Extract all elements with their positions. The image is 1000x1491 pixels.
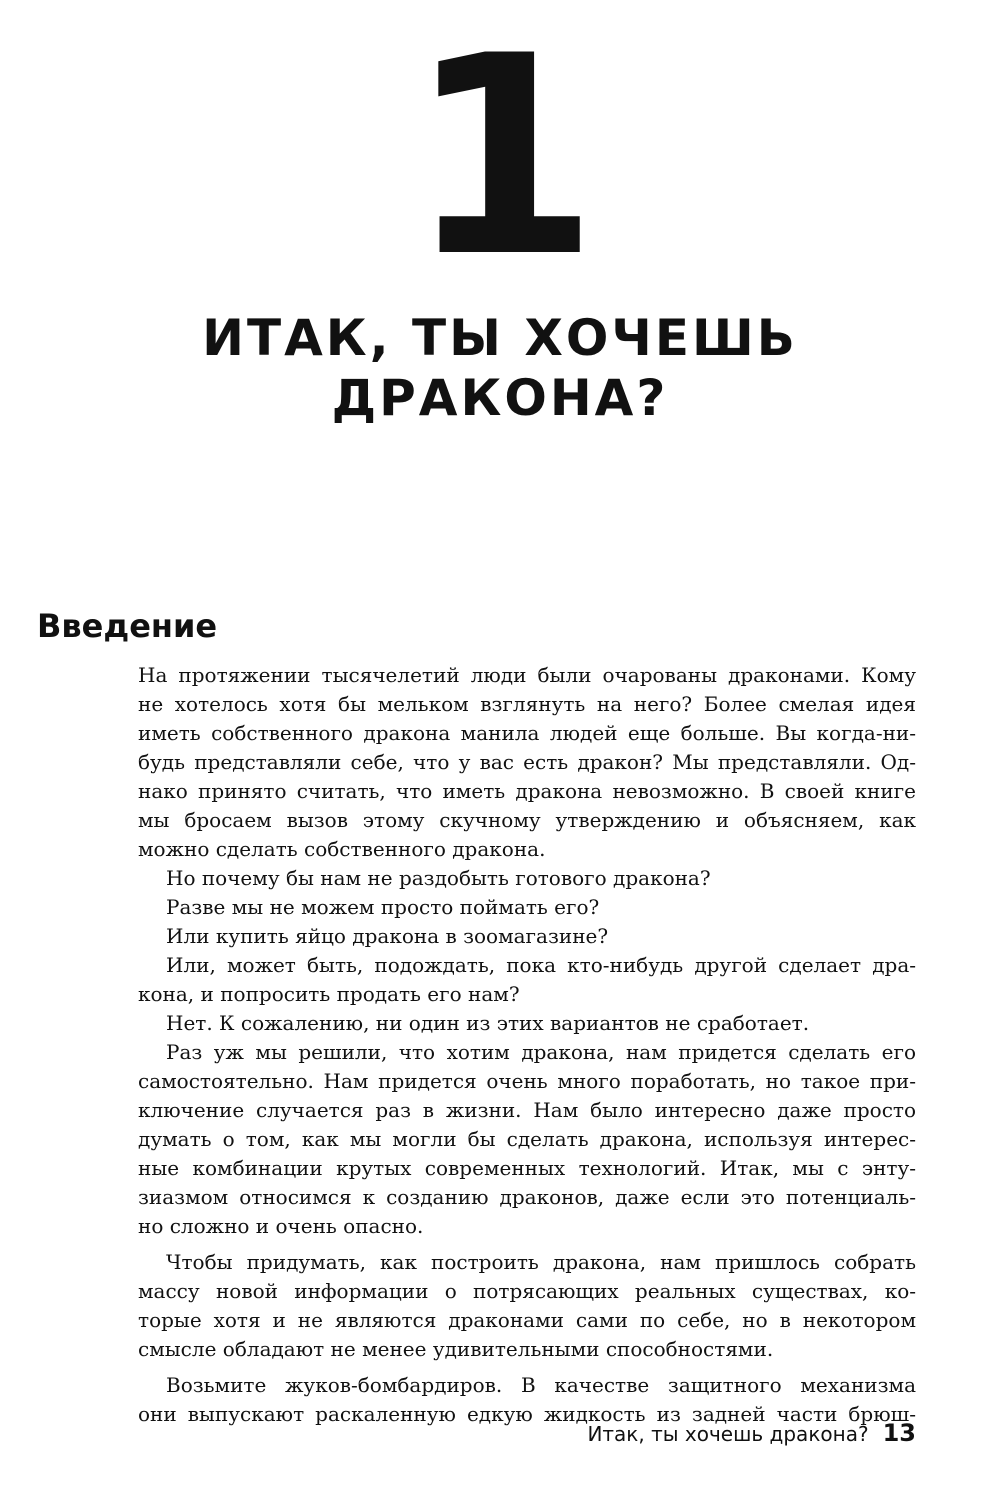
- text-line: смысле обладают не менее удивительными способностями.: [138, 1337, 774, 1361]
- text-line: Но почему бы нам не раздобыть готового дракона?: [166, 866, 711, 890]
- paragraph-gap: [138, 1241, 916, 1248]
- page-number: 13: [882, 1419, 916, 1447]
- chapter-title-line: ИТАК, ТЫ ХОЧЕШЬ: [202, 309, 798, 367]
- text-line: не хотелось хотя бы мельком взглянуть на него? Более смелая идея: [138, 692, 916, 716]
- text-line: думать о том, как мы могли бы сделать дракона, используя интерес-: [138, 1127, 916, 1151]
- text-line: торые хотя и не являются драконами сами по себе, но в некотором: [138, 1308, 916, 1332]
- running-title: Итак, ты хочешь дракона?: [587, 1422, 869, 1446]
- section-heading: Введение: [37, 607, 218, 645]
- chapter-title-line: ДРАКОНА?: [331, 369, 669, 427]
- chapter-title: [0, 308, 1000, 428]
- body-text: [138, 661, 916, 1429]
- text-line: Нет. К сожалению, ни один из этих вариантов не сработает.: [166, 1011, 810, 1035]
- text-line: но сложно и очень опасно.: [138, 1214, 424, 1238]
- text-line: Разве мы не можем просто поймать его?: [166, 895, 600, 919]
- text-line: иметь собственного дракона манила людей еще больше. Вы когда-ни-: [138, 721, 916, 745]
- text-line: ключение случается раз в жизни. Нам было интересно даже просто: [138, 1098, 916, 1122]
- text-line: массу новой информации о потрясающих реальных существах, ко-: [138, 1279, 916, 1303]
- text-line: кона, и попросить продать его нам?: [138, 982, 520, 1006]
- text-line: Или, может быть, подождать, пока кто-нибудь другой сделает дра-: [166, 953, 916, 977]
- text-line: На протяжении тысячелетий люди были очарованы драконами. Кому: [138, 663, 916, 687]
- text-line: ные комбинации крутых современных технологий. Итак, мы с энту-: [138, 1156, 916, 1180]
- text-line: Возьмите жуков-бомбардиров. В качестве защитного механизма: [166, 1373, 916, 1397]
- text-line: Или купить яйцо дракона в зоомагазине?: [166, 924, 609, 948]
- text-line: будь представляли себе, что у вас есть дракон? Мы представляли. Од-: [138, 750, 916, 774]
- text-line: самостоятельно. Нам придется очень много поработать, но такое при-: [138, 1069, 916, 1093]
- text-line: Чтобы придумать, как построить дракона, нам пришлось собрать: [166, 1250, 916, 1274]
- page-footer: [587, 1419, 916, 1447]
- text-line: зиазмом относимся к созданию драконов, даже если это потенциаль-: [138, 1185, 916, 1209]
- text-line: Раз уж мы решили, что хотим дракона, нам придется сделать его: [166, 1040, 916, 1064]
- text-line: они выпускают раскаленную едкую жидкость из задней части брюш-: [138, 1402, 916, 1426]
- paragraph-gap: [138, 1364, 916, 1371]
- text-line: мы бросаем вызов этому скучному утверждению и объясняем, как: [138, 808, 916, 832]
- chapter-number: 1: [407, 0, 593, 317]
- text-line: можно сделать собственного дракона.: [138, 837, 546, 861]
- text-line: нако принято считать, что иметь дракона невозможно. В своей книге: [138, 779, 916, 803]
